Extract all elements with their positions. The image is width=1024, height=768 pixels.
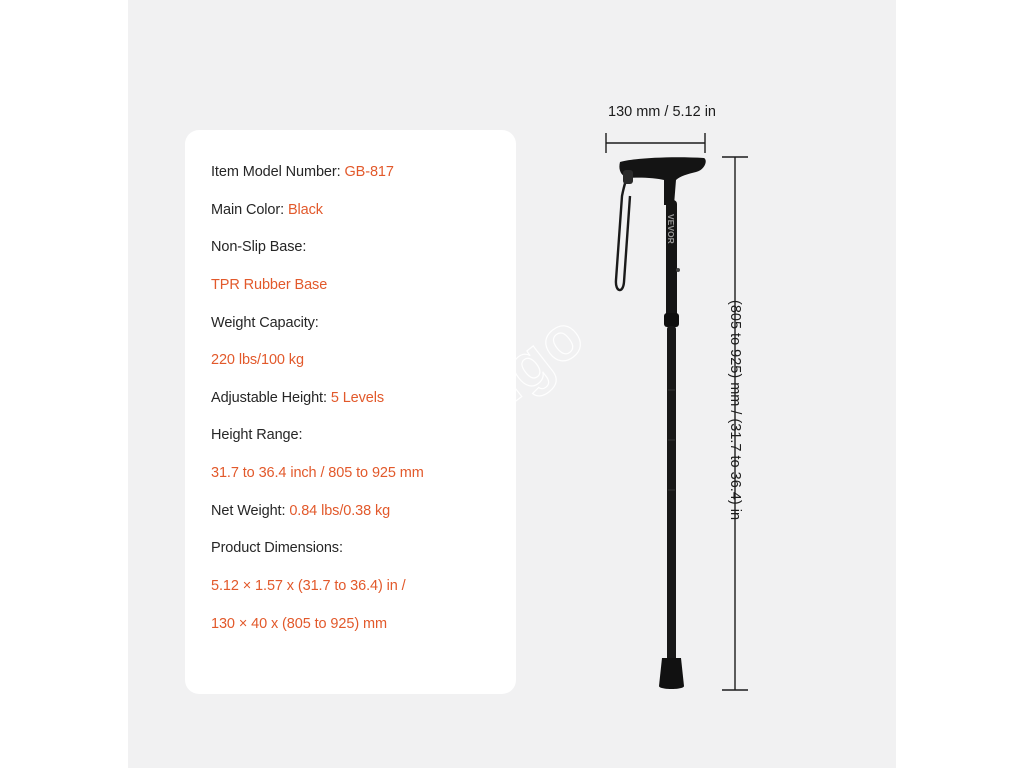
brand-mark: VEVOR: [666, 214, 676, 244]
product-stage: [128, 0, 896, 768]
spec-dimensions-label: Product Dimensions:: [211, 540, 343, 556]
width-dimension-marker: [606, 133, 705, 153]
adjust-button: [676, 268, 680, 272]
lower-shaft: [667, 326, 676, 661]
strap-clip: [623, 170, 633, 184]
spec-range-label: Height Range:: [211, 427, 303, 443]
spec-net-weight: Net Weight: 0.84 lbs/0.38 kg: [211, 503, 391, 519]
spec-adjustable: Adjustable Height: 5 Levels: [211, 390, 385, 406]
rubber-tip: [659, 658, 684, 689]
spec-base-value: TPR Rubber Base: [211, 277, 328, 293]
spec-dimensions-imperial: 5.12 × 1.57 x (31.7 to 36.4) in /: [211, 578, 406, 594]
watermark: Melgo: [406, 300, 599, 471]
spec-capacity-label: Weight Capacity:: [211, 315, 319, 331]
spec-base-label: Non-Slip Base:: [211, 239, 307, 255]
spec-dimensions-metric: 130 × 40 x (805 to 925) mm: [211, 616, 387, 632]
shaft-collar: [664, 313, 679, 327]
spec-capacity-value: 220 lbs/100 kg: [211, 352, 304, 368]
spec-range-value: 31.7 to 36.4 inch / 805 to 925 mm: [211, 465, 424, 481]
spec-model: Item Model Number: GB-817: [211, 164, 394, 180]
wrist-strap: [616, 172, 630, 290]
width-dimension-label: 130 mm / 5.12 in: [608, 104, 716, 120]
spec-color: Main Color: Black: [211, 202, 323, 218]
cane-illustration: [128, 0, 896, 768]
height-dimension-label: (805 to 925) mm / (31.7 to 36.4) in: [727, 299, 743, 521]
